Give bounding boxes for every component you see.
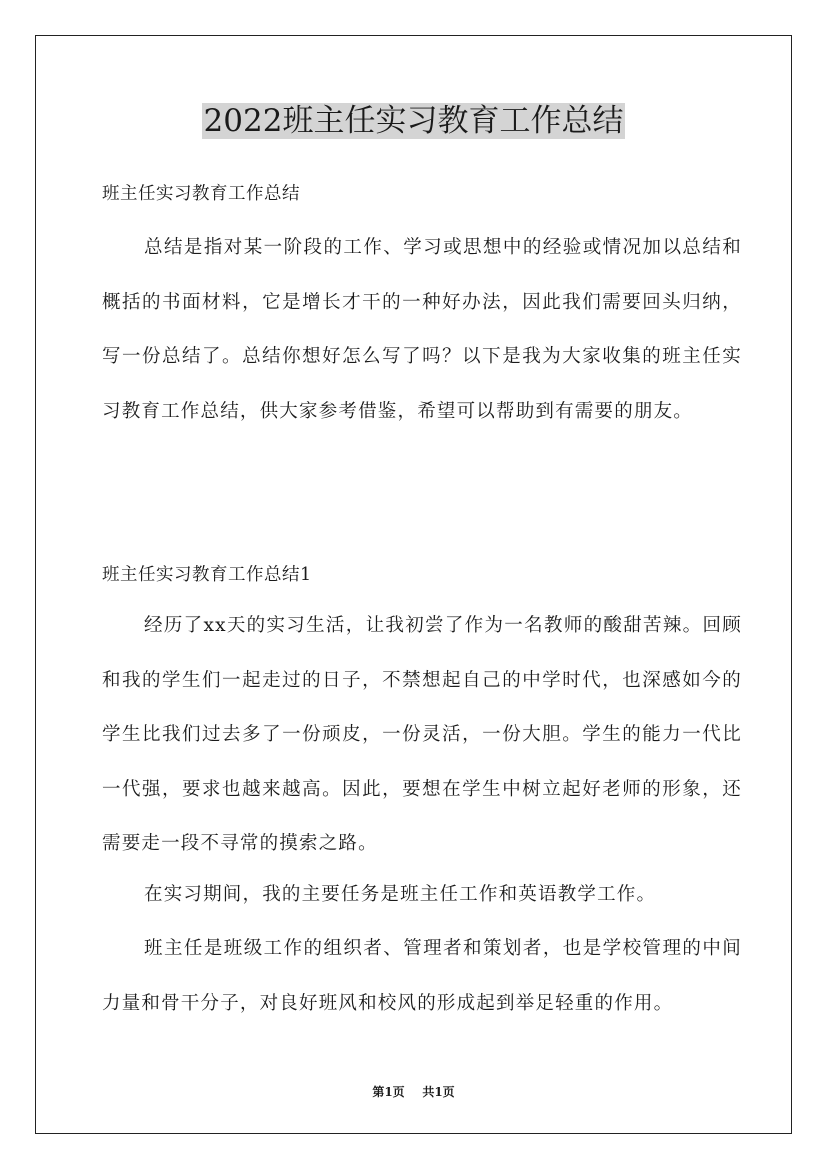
page-footer	[0, 1084, 827, 1100]
page-number: 第1页	[372, 1085, 405, 1099]
body-paragraph-3: 班主任是班级工作的组织者、管理者和策划者，也是学校管理的中间力量和骨干分子，对良好班风和校风的形成起到举足轻重的作用。	[102, 938, 742, 1014]
intro-paragraph: 总结是指对某一阶段的工作、学习或思想中的经验或情况加以总结和概括的书面材料，它是增长才干的一种好办法，因此我们需要回头归纳，写一份总结了。总结你想好怎么写了吗？以下是我为大家收集的班主任实习教育工作总结，供大家参考借鉴，希望可以帮助到有需要的朋友。	[102, 237, 742, 422]
document-subtitle: 班主任实习教育工作总结	[102, 184, 300, 204]
document-title	[0, 101, 827, 141]
body-paragraph-2: 在实习期间，我的主要任务是班主任工作和英语教学工作。	[144, 884, 657, 905]
document-title-text: 2022班主任实习教育工作总结	[203, 103, 624, 139]
page-total: 共1页	[422, 1085, 455, 1099]
section-heading: 班主任实习教育工作总结1	[102, 565, 312, 585]
body-paragraph-1: 经历了xx天的实习生活，让我初尝了作为一名教师的酸甜苦辣。回顾和我的学生们一起走过的日子，不禁想起自己的中学时代，也深感如今的学生比我们过去多了一份顽皮，一份灵活，一份大胆。学生的能力一代比一代强，要求也越来越高。因此，要想在学生中树立起好老师的形象，还需要走一段不寻常的摸索之路。	[102, 615, 742, 854]
